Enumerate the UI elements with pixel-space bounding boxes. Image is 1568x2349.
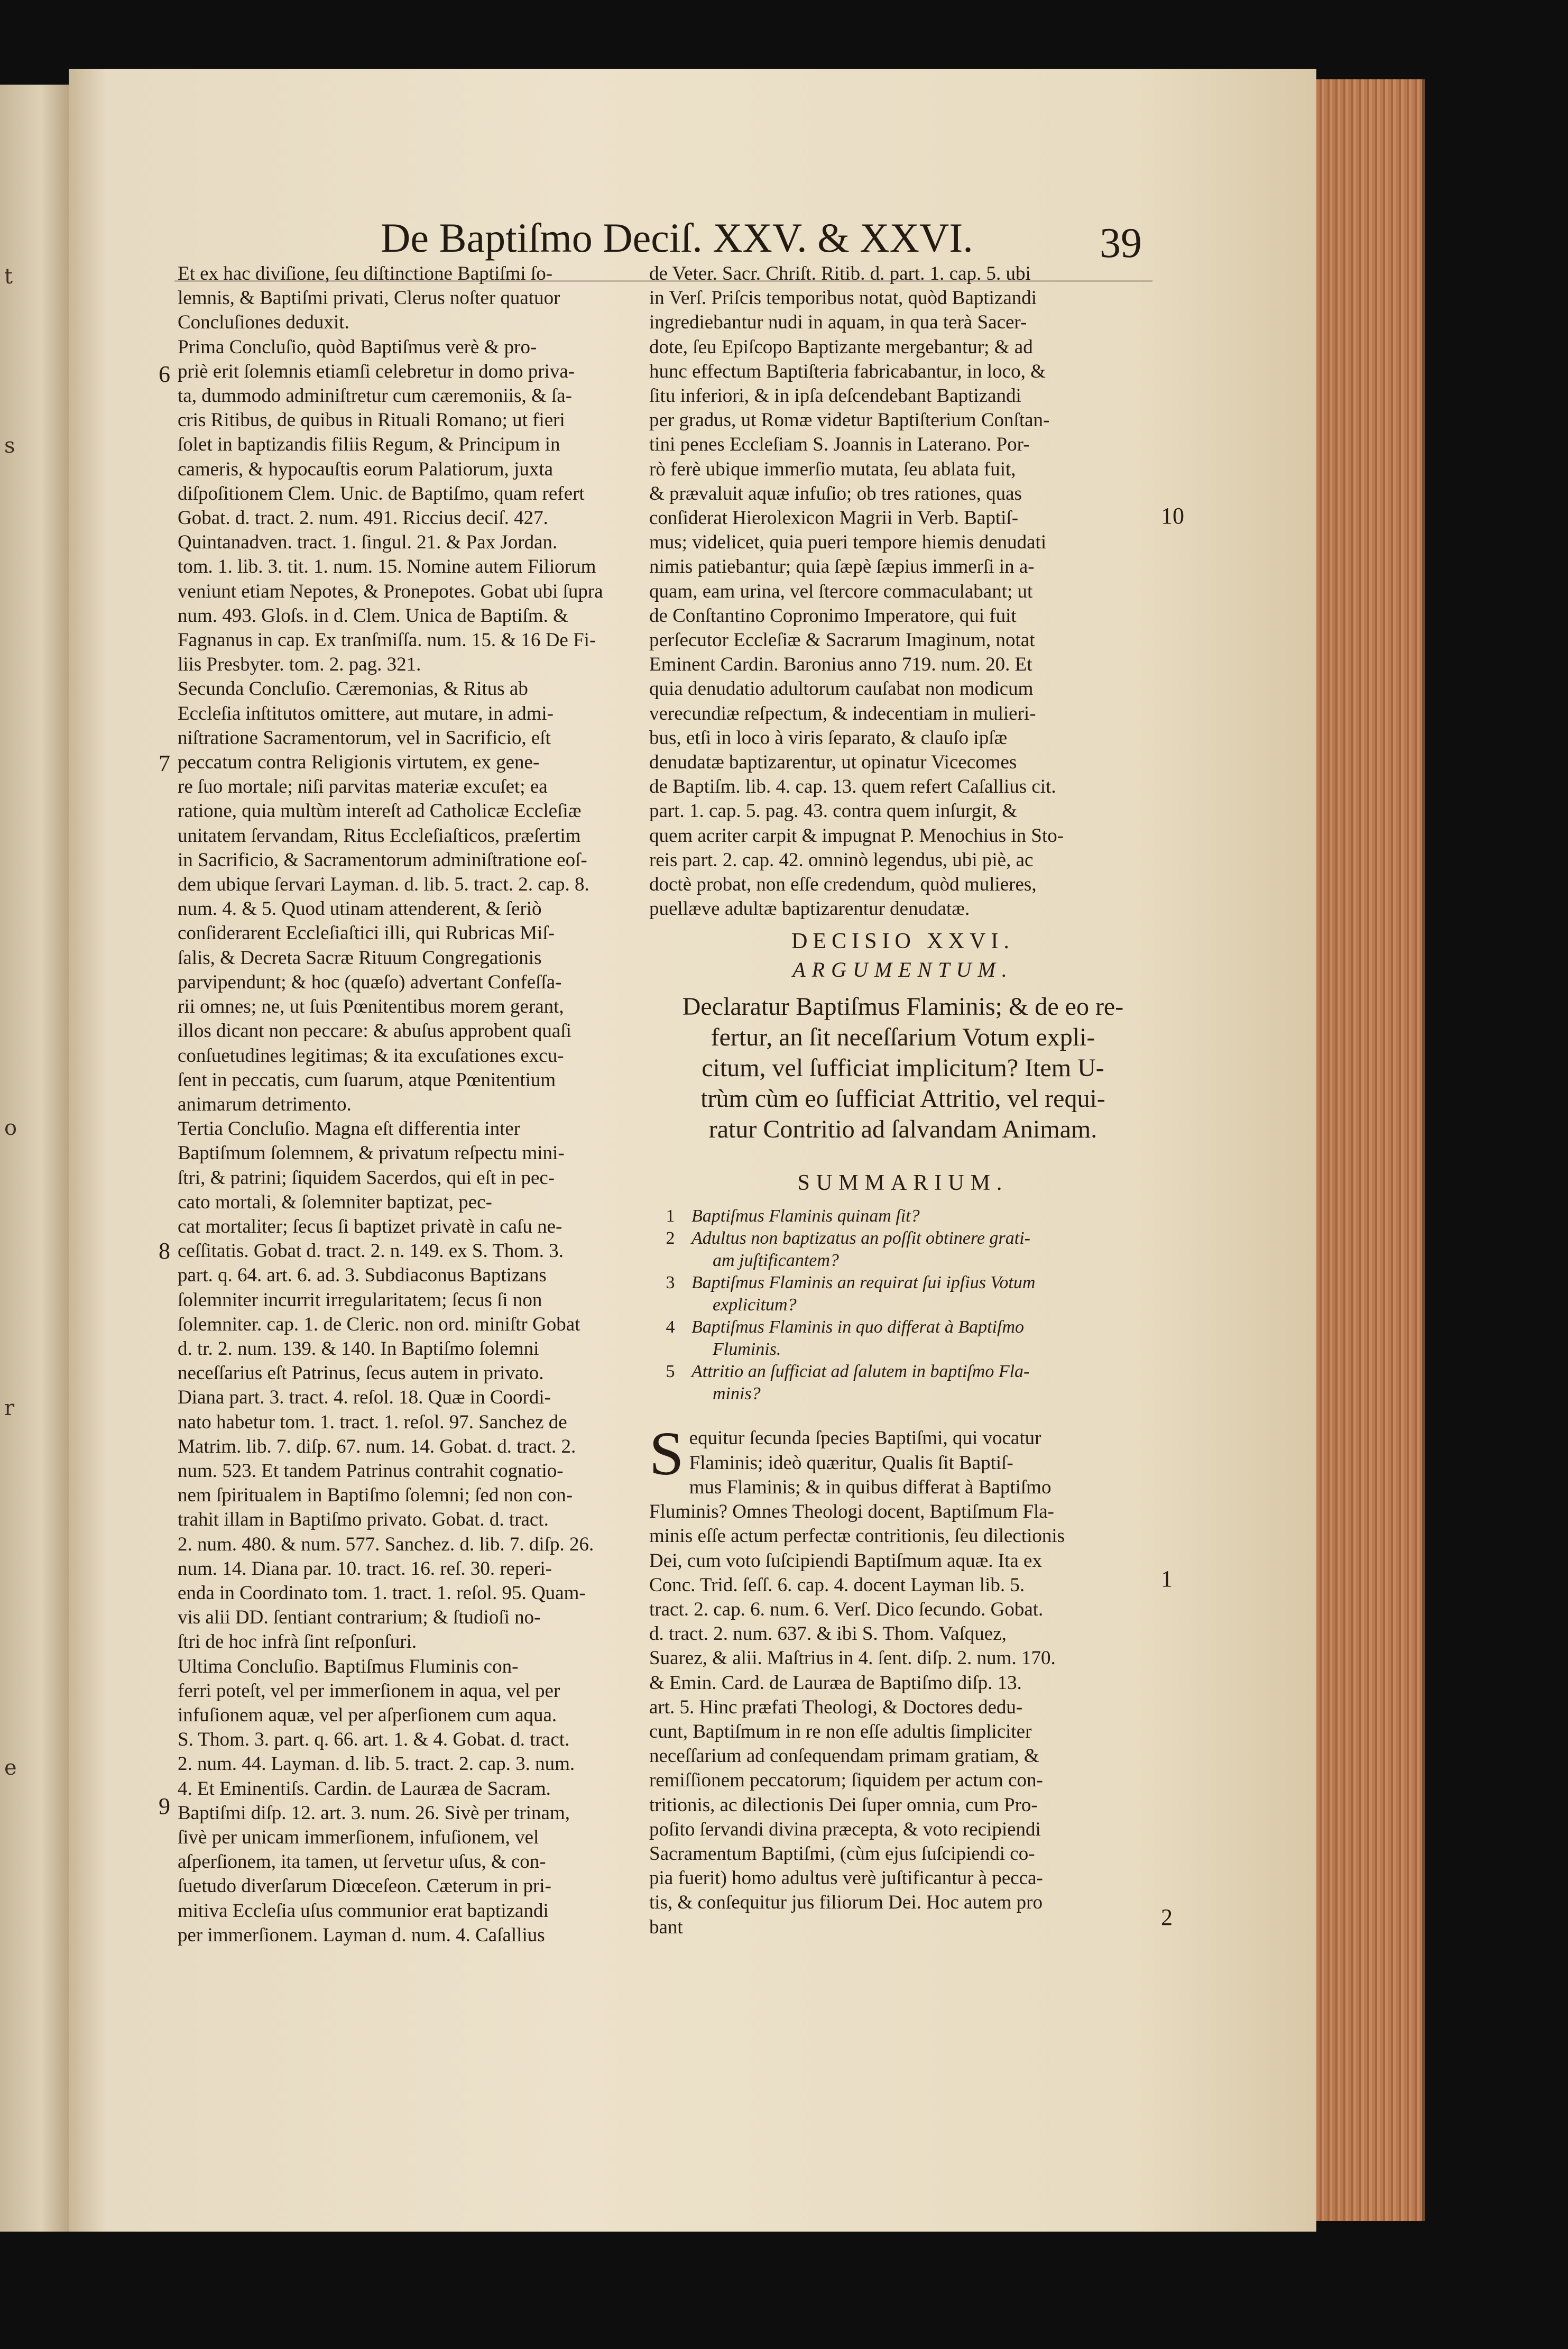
text-line: ingrediebantur nudi in aquam, in qua terà Sacer- [649,311,1027,334]
text-line: pia fuerit) homo adultus verè juſtificantur à pecca- [649,1867,1043,1889]
text-line: rii omnes; ne, ut ſuis Pœnitentibus morem gerant, [178,996,564,1018]
text-line: cunt, Baptiſmum in re non eſſe adultis ſimpliciter [649,1720,1032,1742]
summary-item [649,1294,1157,1316]
text-line: part. q. 64. art. 6. ad. 3. Subdiaconus Baptizans [178,1264,547,1287]
text-line: d. tr. 2. num. 139. & 140. In Baptiſmo ſolemni [178,1337,539,1360]
summary-text: Baptiſmus Flaminis quinam ſit? [691,1206,920,1226]
text-line: priè erit ſolemnis etiamſi celebretur in domo priva- [178,360,575,382]
text-line: ſalis, & Decreta Sacræ Rituum Congregationis [178,947,542,969]
text-line: ſivè per unicam immerſionem, infuſionem, vel [178,1827,539,1848]
text-line: 4. Et Eminentiſs. Cardin. de Lauræa de Sacram. [178,1777,551,1800]
text-line: Secunda Concluſio. Cæremonias, & Ritus ab [178,678,528,700]
text-line: cris Ritibus, de quibus in Rituali Romano; ut fieri [178,409,565,432]
text-line: Conc. Trid. ſeſſ. 6. cap. 4. docent Layman lib. 5. [649,1574,1025,1596]
margin-number: 8 [159,1238,170,1264]
text-line: neceſſarium ad conſequendam primam gratiam, & [649,1745,1039,1767]
book-fore-edge [1316,79,1425,2221]
text-line: hunc effectum Baptiſteria fabricabantur, in loco, & [649,360,1046,382]
summary-item [649,1205,1157,1227]
text-line: & prævaluit aquæ infuſio; ob tres rationes, quas [649,482,1022,504]
margin-number: 10 [1161,503,1184,529]
text-line: Baptiſmum ſolemnem, & privatum reſpectu mini- [178,1142,565,1164]
text-line: peccatum contra Religionis virtutem, ex gene- [178,751,540,774]
margin-number: 9 [159,1793,170,1819]
margin-number: 6 [159,361,170,387]
summary-number: 2 [666,1228,675,1249]
summary-text: Baptiſmus Flaminis an requirat ſui ipſius Votum [691,1273,1036,1293]
text-line: nem ſpiritualem in Baptiſmo ſolemni; ſed non con- [178,1484,573,1507]
text-line: quam, eam urina, vel ſtercore commaculabant; ut [649,580,1033,602]
text-line: num. 493. Gloſs. in d. Clem. Unica de Baptiſm. & [178,604,568,627]
text-line: num. 4. & 5. Quod utinam attenderent, & ſeriò [178,898,542,920]
text-line: infuſionem aquæ, vel per aſperſionem cum aqua. [178,1704,557,1726]
text-line: Declaratur Baptiſmus Flaminis; & de eo re- [682,993,1124,1021]
text-line: S. Thom. 3. part. q. 66. art. 1. & 4. Gobat. d. tract. [178,1729,570,1751]
summary-list [649,1205,1157,1405]
summarium-heading: SUMMARIUM. [797,1171,1009,1196]
summary-number: 5 [666,1362,675,1382]
left-page-fragment: o [4,1116,17,1140]
text-line: Et ex hac diviſione, ſeu diſtinctione Baptiſmi ſo- [178,263,553,285]
text-line: tis, & conſequitur jus filiorum Dei. Hoc autem pro [649,1892,1043,1914]
text-line: ſtri, & patrini; ſiquidem Sacerdos, qui eſt in pec- [178,1167,555,1189]
text-line: ferri poteſt, vel per immerſionem in aqua, vel per [178,1680,560,1702]
summary-text: explicitum? [713,1295,797,1315]
argumentum-text [649,992,1157,1145]
text-line: dem ubique ſervari Layman. d. lib. 5. tract. 2. cap. 8. [178,874,589,896]
right-text-column [649,262,1157,1940]
text-line: per immerſionem. Layman d. num. 4. Caſallius [178,1924,545,1946]
text-line: parvipendunt; & hoc (quæſo) advertant Confeſſa- [178,971,562,993]
decisio-body [649,1419,1157,1939]
text-line: bus, etſi in loco à viris ſeparato, & clauſo ipſæ [649,727,1008,749]
text-line: num. 523. Et tandem Patrinus contrahit cognatio- [178,1460,564,1482]
text-line: remiſſionem peccatorum; ſiquidem per actum con- [649,1769,1043,1792]
text-line: ſent in peccatis, cum ſuarum, atque Pœnitentium [178,1069,556,1091]
text-line: animarum detrimento. [178,1093,352,1115]
summary-item [649,1361,1157,1383]
text-line: perſecutor Eccleſiæ & Sacrarum Imaginum, notat [649,629,1035,652]
summary-number: 1 [666,1206,675,1226]
summary-number: 3 [666,1273,675,1293]
text-line: Fagnanus in cap. Ex tranſmiſſa. num. 15. & 16 De Fi- [178,629,596,652]
text-line: bant [649,1916,683,1938]
left-page-fragment: r [4,1396,15,1420]
decisio-body-text [649,1419,1157,1939]
text-line: niſtratione Sacramentorum, vel in Sacrificio, eſt [178,727,551,749]
text-line: Eccleſia inſtitutos omittere, aut mutare, in admi- [178,702,554,724]
text-line: Diana part. 3. tract. 4. reſol. 18. Quæ in Coordi- [178,1387,551,1409]
text-line: num. 14. Diana par. 10. tract. 16. reſ. 30. reperi- [178,1557,552,1580]
text-line: rò ferè ubique immerſio mutata, ſeu ablata fuit, [649,458,1016,480]
text-line: de Veter. Sacr. Chriſt. Ritib. d. part. 1. cap. 5. ubi [649,263,1031,285]
text-line: conſuetudines legitimas; & ita excuſationes excu- [178,1044,564,1067]
summary-item [649,1227,1157,1250]
margin-number: 2 [1161,1904,1173,1930]
text-line: mus Flaminis; & in quibus differat à Baptiſmo [689,1476,1052,1498]
text-line: veniunt etiam Nepotes, & Pronepotes. Gobat ubi ſupra [178,580,603,602]
text-line: Flaminis; ideò quæritur, Qualis ſit Baptiſ- [689,1452,1013,1474]
text-line: Suarez, & alii. Maſtrius in 4. ſent. diſp. 2. num. 170. [649,1647,1056,1669]
text-line: per gradus, ut Romæ videtur Baptiſterium Conſtan- [649,409,1050,432]
summary-item [649,1338,1157,1361]
margin-number: 1 [1161,1566,1173,1592]
text-line: trùm cùm eo ſufficiat Attritio, vel requi- [700,1085,1105,1113]
text-line: fertur, an ſit neceſſarium Votum expli- [711,1023,1095,1052]
text-line: neceſſarius eſt Patrinus, ſecus autem in privato. [178,1362,544,1384]
text-line: Baptiſmi diſp. 12. art. 3. num. 26. Sivè per trinam, [178,1802,570,1824]
text-line: aſperſionem, ita tamen, ut ſervetur uſus, & con- [178,1851,546,1873]
text-line: ſolet in baptizandis filiis Regum, & Principum in [178,434,560,456]
text-line: ſolemniter. cap. 1. de Cleric. non ord. miniſtr Gobat [178,1313,580,1335]
text-line: trahit illam in Baptiſmo privato. Gobat. d. tract. [178,1509,549,1531]
argumentum-heading: ARGUMENTUM. [792,958,1013,982]
left-page-fragment: s [4,434,15,458]
text-line: Prima Concluſio, quòd Baptiſmus verè & pro- [178,336,537,358]
summary-text: am juſtificantem? [713,1251,839,1271]
text-line: poſito ſervandi divina præcepta, & voto recipiendi [649,1818,1041,1840]
summary-item [649,1272,1157,1294]
text-line: equitur ſecunda ſpecies Baptiſmi, qui vocatur [689,1427,1041,1449]
text-line: nato habetur tom. 1. tract. 1. reſol. 97. Sanchez de [178,1411,567,1433]
text-line: cat mortaliter; ſecus ſi baptizet privatè in caſu ne- [178,1215,562,1237]
text-line: Eminent Cardin. Baronius anno 719. num. 20. Et [649,654,1032,676]
summary-text: Adultus non baptizatus an poſſit obtinere grati- [691,1228,1030,1249]
text-line: re ſuo mortale; niſi parvitas materiæ excuſet; ea [178,776,548,798]
summary-text: Attritio an ſufficiat ad ſalutem in baptiſmo Fla- [691,1362,1030,1382]
summary-text: minis? [713,1384,761,1404]
text-line: 2. num. 44. Layman. d. lib. 5. tract. 2. cap. 3. num. [178,1753,575,1775]
text-line: & Emin. Card. de Lauræa de Baptiſmo diſp. 13. [649,1672,1022,1694]
text-line: cato mortali, & ſolemniter baptizat, pec- [178,1191,492,1213]
text-line: ratur Contritio ad ſalvandam Animam. [708,1115,1097,1144]
text-line: in Verſ. Priſcis temporibus notat, quòd Baptizandi [649,287,1037,309]
summary-item [649,1316,1157,1338]
text-line: Tertia Concluſio. Magna eſt differentia inter [178,1118,521,1140]
text-line: de Conſtantino Copronimo Imperatore, qui fuit [649,604,1017,627]
text-line: ſuetudo diverſarum Diœceſeon. Cæterum in pri- [178,1875,551,1897]
text-line: Sacramentum Baptiſmi, (cùm ejus ſuſcipiendi co- [649,1842,1035,1865]
text-line: denudatæ baptizarentur, ut opinatur Vicecomes [649,751,1017,774]
text-line: Ultima Concluſio. Baptiſmus Fluminis con- [178,1655,519,1677]
text-line: quia denudatio adultorum cauſabat non modicum [649,678,1034,700]
text-line: diſpoſitionem Clem. Unic. de Baptiſmo, quam refert [178,482,585,504]
text-line: liis Presbyter. tom. 2. pag. 321. [178,654,421,676]
text-line: mitiva Eccleſia uſus communior erat baptizandi [178,1900,549,1922]
text-line: ſitu inferiori, & in ipſa deſcendebant Baptizandi [649,385,1021,407]
text-line: conſiderat Hierolexicon Magrii in Verb. Baptiſ- [649,507,1019,529]
left-page-fragment: e [4,1756,17,1780]
text-line: ta, dummodo adminiſtretur cum cæremoniis, & ſa- [178,385,573,407]
left-text-column [178,262,632,1948]
text-line: citum, vel ſufficiat implicitum? Item U- [702,1054,1104,1082]
text-line: reis part. 2. cap. 42. omninò legendus, ubi piè, ac [649,849,1034,871]
text-line: minis eſſe actum perfectæ contritionis, ſeu dilectionis [649,1525,1065,1547]
text-line: verecundiæ reſpectum, & indecentiam in mulieri- [649,702,1036,724]
text-line: tom. 1. lib. 3. tit. 1. num. 15. Nomine autem Filiorum [178,556,596,578]
text-line: cameris, & hypocauſtis eorum Palatiorum, juxta [178,458,554,480]
text-line: 2. num. 480. & num. 577. Sanchez. d. lib. 7. diſp. 26. [178,1533,594,1555]
summary-text: Fluminis. [713,1339,781,1360]
decisio-title: DECISIO XXVI. [791,929,1014,954]
right-column-continuation [649,262,1157,921]
text-line: mus; videlicet, quia pueri tempore hiemis denudati [649,531,1047,554]
text-line: d. tract. 2. num. 637. & ibi S. Thom. Vaſquez, [649,1623,1007,1645]
text-line: puellæve adultæ baptizarentur denudatæ. [649,898,970,920]
text-line: lemnis, & Baptiſmi privati, Clerus noſter quatuor [178,287,560,309]
text-line: vis alii DD. ſentiant contrarium; & ſtudioſi no- [178,1607,541,1629]
text-line: art. 5. Hinc præfati Theologi, & Doctores dedu- [649,1696,1023,1718]
drop-cap: S [649,1419,684,1489]
text-line: quem acriter carpit & impugnat P. Menochius in Sto- [649,824,1064,847]
text-line: illos dicant non peccare: & abuſus approbent quaſi [178,1020,571,1042]
summary-item [649,1250,1157,1272]
text-line: Quintanadven. tract. 1. ſingul. 21. & Pax Jordan. [178,531,558,554]
text-line: conſiderarent Eccleſiaſtici illi, qui Rubricas Miſ- [178,922,555,944]
text-line: doctè probat, non eſſe credendum, quòd mulieres, [649,874,1037,896]
text-line: Concluſiones deduxit. [178,311,349,334]
running-head: De Baptiſmo Deciſ. XXV. & XXVI. [381,215,973,261]
text-line: Fluminis? Omnes Theologi docent, Baptiſmum Fla- [649,1501,1054,1523]
text-line: part. 1. cap. 5. pag. 43. contra quem inſurgit, & [649,800,1017,822]
text-line: ratione, quia multùm intereſt ad Catholicæ Eccleſiæ [178,800,582,822]
text-line: Matrim. lib. 7. diſp. 67. num. 14. Gobat. d. tract. 2. [178,1435,576,1457]
text-line: dote, ſeu Epiſcopo Baptizante mergebantur; & ad [649,336,1033,358]
summary-number: 4 [666,1317,675,1337]
text-line: Dei, cum voto ſuſcipiendi Baptiſmum aquæ. Ita ex [649,1549,1042,1572]
text-line: ſtri de hoc infrà ſint reſponſuri. [178,1631,417,1653]
text-line: de Baptiſm. lib. 4. cap. 13. quem refert Caſallius cit. [649,776,1056,798]
text-line: in Sacrificio, & Sacramentorum adminiſtratione eoſ- [178,849,587,871]
left-page-edge [0,85,69,2232]
margin-number: 7 [159,750,170,776]
page-number: 39 [1100,220,1142,267]
summary-text: Baptiſmus Flaminis in quo differat à Baptiſmo [691,1317,1024,1337]
text-line: tini penes Eccleſiam S. Joannis in Laterano. Por- [649,434,1030,456]
text-line: tract. 2. cap. 6. num. 6. Verſ. Dico ſecundo. Gobat. [649,1598,1044,1620]
text-line: nimis patiebantur; quia ſæpè ſæpius immerſi in a- [649,556,1035,578]
text-line: Gobat. d. tract. 2. num. 491. Riccius deciſ. 427. [178,507,548,529]
text-line: tritionis, ac dilectionis Dei ſuper omnia, cum Pro- [649,1794,1038,1816]
text-line: enda in Coordinato tom. 1. tract. 1. reſol. 95. Quam- [178,1582,586,1604]
left-page-fragment: t [4,264,13,289]
text-line: ſolemniter incurrit irregularitatem; ſecus ſi non [178,1289,542,1311]
text-line: ceſſitatis. Gobat d. tract. 2. n. 149. ex S. Thom. 3. [178,1240,564,1262]
summary-item [649,1383,1157,1405]
text-line: unitatem ſervandam, Ritus Eccleſiaſticos, præſertim [178,824,581,847]
